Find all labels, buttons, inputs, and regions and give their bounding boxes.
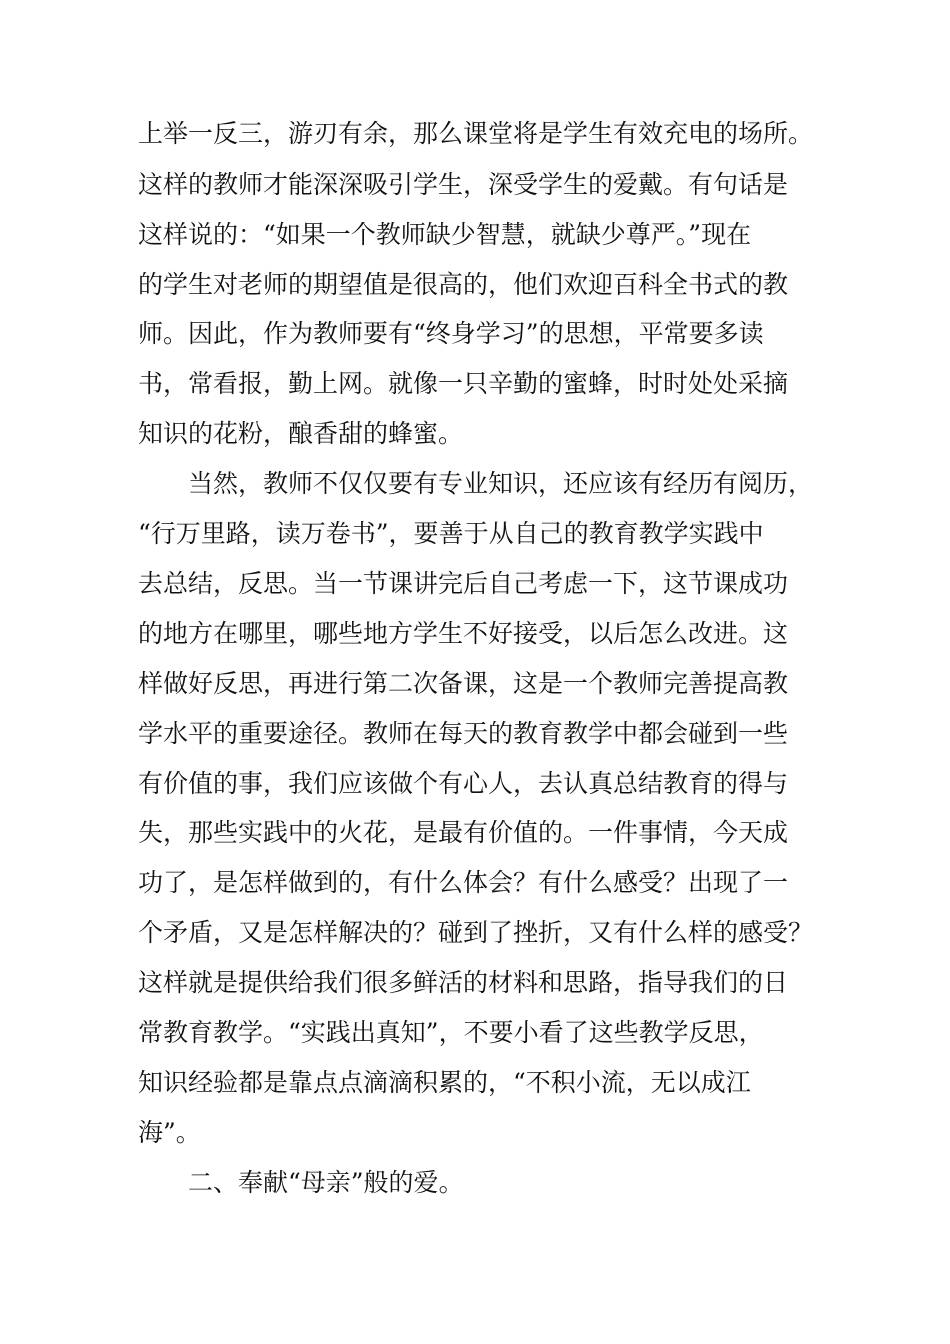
text-line: 的地方在哪里，哪些地方学生不好接受，以后怎么改进。这 xyxy=(138,619,789,648)
text-line: 师。因此，作为教师要有“终身学习”的思想，平常要多读 xyxy=(138,319,764,348)
text-line: 这样就是提供给我们很多鲜活的材料和思路，指导我们的日 xyxy=(138,968,789,997)
text-line: 知识经验都是靠点点滴滴积累的，“不积小流，无以成江 xyxy=(138,1068,751,1097)
text-line: 书，常看报，勤上网。就像一只辛勤的蜜蜂，时时处处采摘 xyxy=(138,369,789,398)
text-line: 上举一反三，游刃有余，那么课堂将是学生有效充电的场所。 xyxy=(138,119,814,148)
text-line: 样做好反思，再进行第二次备课，这是一个教师完善提高教 xyxy=(138,669,789,698)
text-line: 知识的花粉，酿香甜的蜂蜜。 xyxy=(138,419,464,448)
text-line: 当然，教师不仅仅要有专业知识，还应该有经历有阅历， xyxy=(138,469,814,498)
text-line: 这样的教师才能深深吸引学生，深受学生的爱戴。有句话是 xyxy=(138,170,789,199)
text-line: 海”。 xyxy=(138,1118,201,1147)
text-line: 常教育教学。“实践出真知”，不要小看了这些教学反思， xyxy=(138,1018,764,1047)
text-line: 这样说的：“如果一个教师缺少智慧，就缺少尊严。”现在 xyxy=(138,220,752,249)
section-heading: 二、奉献“母亲”般的爱。 xyxy=(138,1168,464,1197)
text-line: “行万里路，读万卷书”，要善于从自己的教育教学实践中 xyxy=(138,519,764,548)
text-line: 功了，是怎样做到的，有什么体会？有什么感受？出现了一 xyxy=(138,868,789,897)
text-line: 失，那些实践中的火花，是最有价值的。一件事情，今天成 xyxy=(138,818,789,847)
text-line: 个矛盾，又是怎样解决的？碰到了挫折，又有什么样的感受？ xyxy=(138,918,814,947)
text-line: 学水平的重要途径。教师在每天的教育教学中都会碰到一些 xyxy=(138,719,789,748)
text-line: 有价值的事，我们应该做个有心人，去认真总结教育的得与 xyxy=(138,769,789,798)
text-line: 的学生对老师的期望值是很高的，他们欢迎百科全书式的教 xyxy=(138,270,789,299)
text-line: 去总结，反思。当一节课讲完后自己考虑一下，这节课成功 xyxy=(138,569,789,598)
